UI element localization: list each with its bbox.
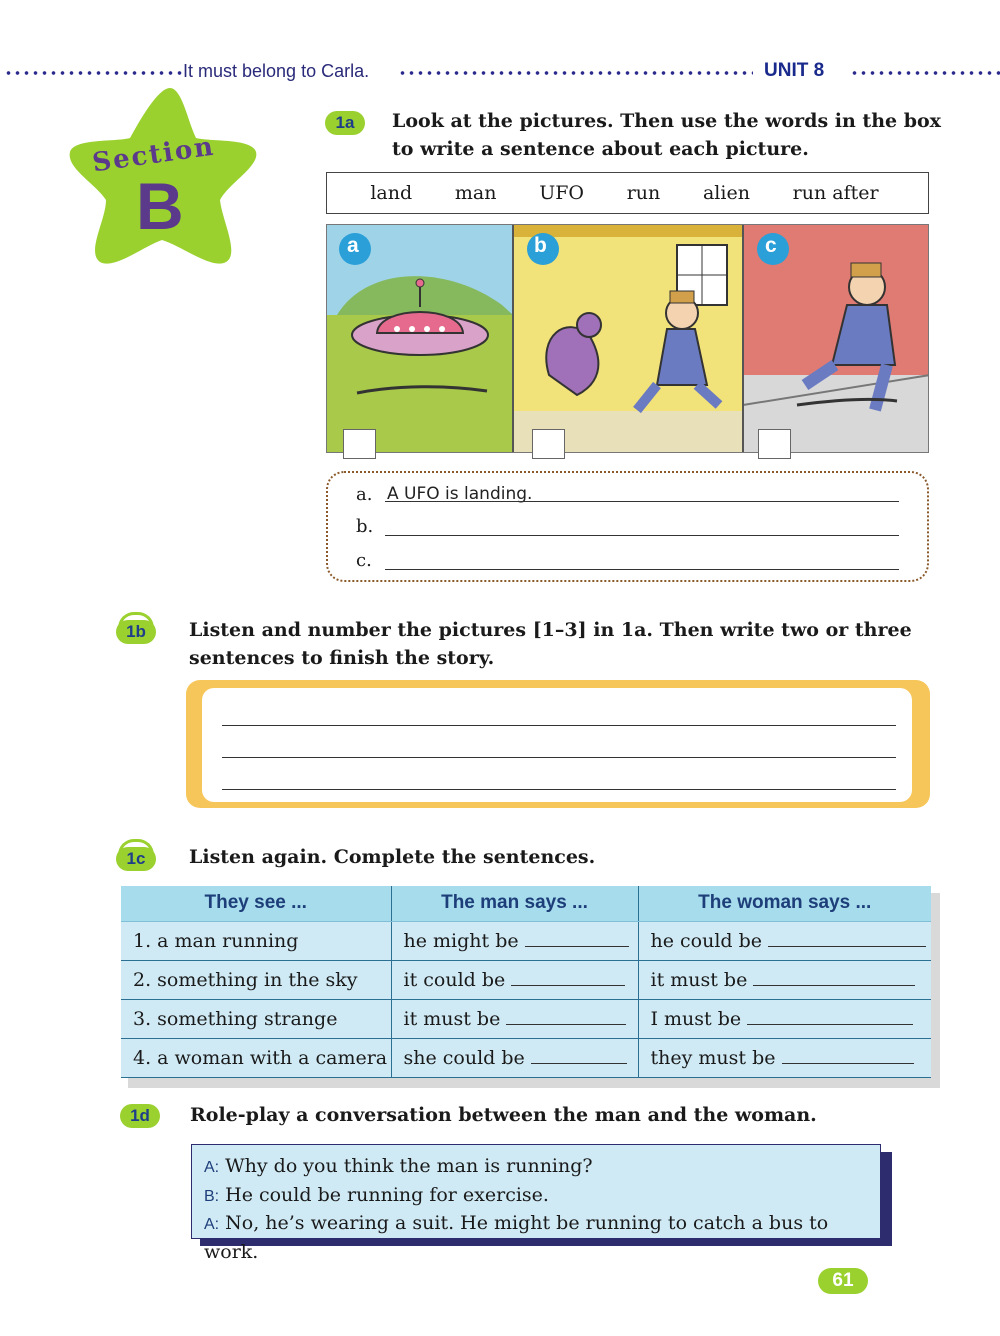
header-dots-right [850,70,1000,76]
section-letter: B [136,169,184,243]
column-header: The man says ... [391,886,638,921]
man-says-cell: he might be [403,929,519,952]
table-row [121,1038,931,1077]
table-row [121,921,931,960]
header-dots-left [4,70,182,76]
man-says-cell: she could be [403,1046,525,1069]
blank-field[interactable] [782,1063,914,1064]
number-box-c[interactable] [758,429,791,459]
column-header: They see ... [121,886,391,921]
blank-field[interactable] [753,985,915,986]
they-see-cell: 1. a man running [133,929,299,952]
number-box-a[interactable] [343,429,376,459]
answer-label-c: c. [356,550,372,571]
section-word: Section [90,131,217,179]
speaker-label: A: [204,1216,220,1233]
word-item: alien [702,182,750,204]
answer-label-b: b. [356,516,374,537]
table-row [121,999,931,1038]
they-see-cell: 3. something strange [133,1007,338,1030]
story-line-3[interactable] [222,774,896,790]
answer-line-c[interactable] [385,554,899,570]
answer-label-a: a. [356,484,373,505]
sentence-table [121,886,931,1078]
word-box [326,172,929,214]
story-line-2[interactable] [222,742,896,758]
woman-says-cell: they must be [650,1046,776,1069]
they-see-cell: 4. a woman with a camera [133,1046,388,1069]
blank-field[interactable] [511,985,625,986]
exercise-1b-instruction-1: Listen and number the pictures [1–3] in 1a. Then write two or three [189,619,912,641]
word-item: man [454,182,497,204]
dialogue-text: No, he’s wearing a suit. He might be running to catch a bus to work. [204,1212,829,1263]
answer-example: A UFO is landing. [387,484,533,504]
picture-panels [326,224,929,453]
unit-subtitle: It must belong to Carla. [183,61,370,81]
dialogue-box [191,1144,881,1263]
story-line-1[interactable] [222,710,896,726]
man-says-cell: it must be [403,1007,501,1030]
panel-label-a: a [347,234,359,257]
number-box-b[interactable] [532,429,565,459]
woman-says-cell: he could be [650,929,763,952]
dialogue-line [204,1153,880,1182]
blank-field[interactable] [747,1024,913,1025]
blank-field[interactable] [531,1063,627,1064]
word-item: run after [792,182,879,204]
word-item: UFO [539,182,584,204]
dialogue-text: He could be running for exercise. [225,1183,549,1206]
exercise-1d-badge: 1d [120,1104,160,1128]
answer-line-b[interactable] [385,520,899,536]
they-see-cell: 2. something in the sky [133,968,358,991]
table-row [121,960,931,999]
exercise-1a-instruction-1: Look at the pictures. Then use the words in the box [392,110,942,132]
exercise-1b-badge: 1b [116,620,156,644]
word-item: land [370,182,413,204]
woman-says-cell: it must be [650,968,748,991]
unit-label: UNIT 8 [764,60,825,81]
man-says-cell: it could be [403,968,506,991]
exercise-1d-instruction: Role-play a conversation between the man and the woman. [190,1104,817,1126]
exercise-1a-instruction-2: to write a sentence about each picture. [392,138,809,160]
speaker-label: B: [204,1187,220,1205]
table-header-row [121,886,931,921]
column-header: The woman says ... [638,886,931,921]
blank-field[interactable] [506,1024,626,1025]
section-star-badge [62,82,262,272]
panel-label-c: c [765,234,777,257]
blank-field[interactable] [768,946,926,947]
speaker-label: A: [204,1159,220,1176]
exercise-1b-instruction-2: sentences to finish the story. [189,647,495,669]
answer-line-a[interactable] [385,486,899,502]
dialogue-line [204,1210,880,1266]
exercise-1c-instruction: Listen again. Complete the sentences. [189,846,596,868]
blank-field[interactable] [525,946,629,947]
exercise-1a-badge: 1a [325,111,365,135]
dialogue-text: Why do you think the man is running? [225,1155,593,1177]
header-dots-middle [398,70,753,76]
word-item: run [626,182,661,204]
dialogue-line [204,1182,880,1211]
woman-says-cell: I must be [650,1007,742,1030]
exercise-1c-badge: 1c [116,847,156,871]
panel-label-b: b [534,234,547,257]
page-number: 61 [818,1268,868,1294]
